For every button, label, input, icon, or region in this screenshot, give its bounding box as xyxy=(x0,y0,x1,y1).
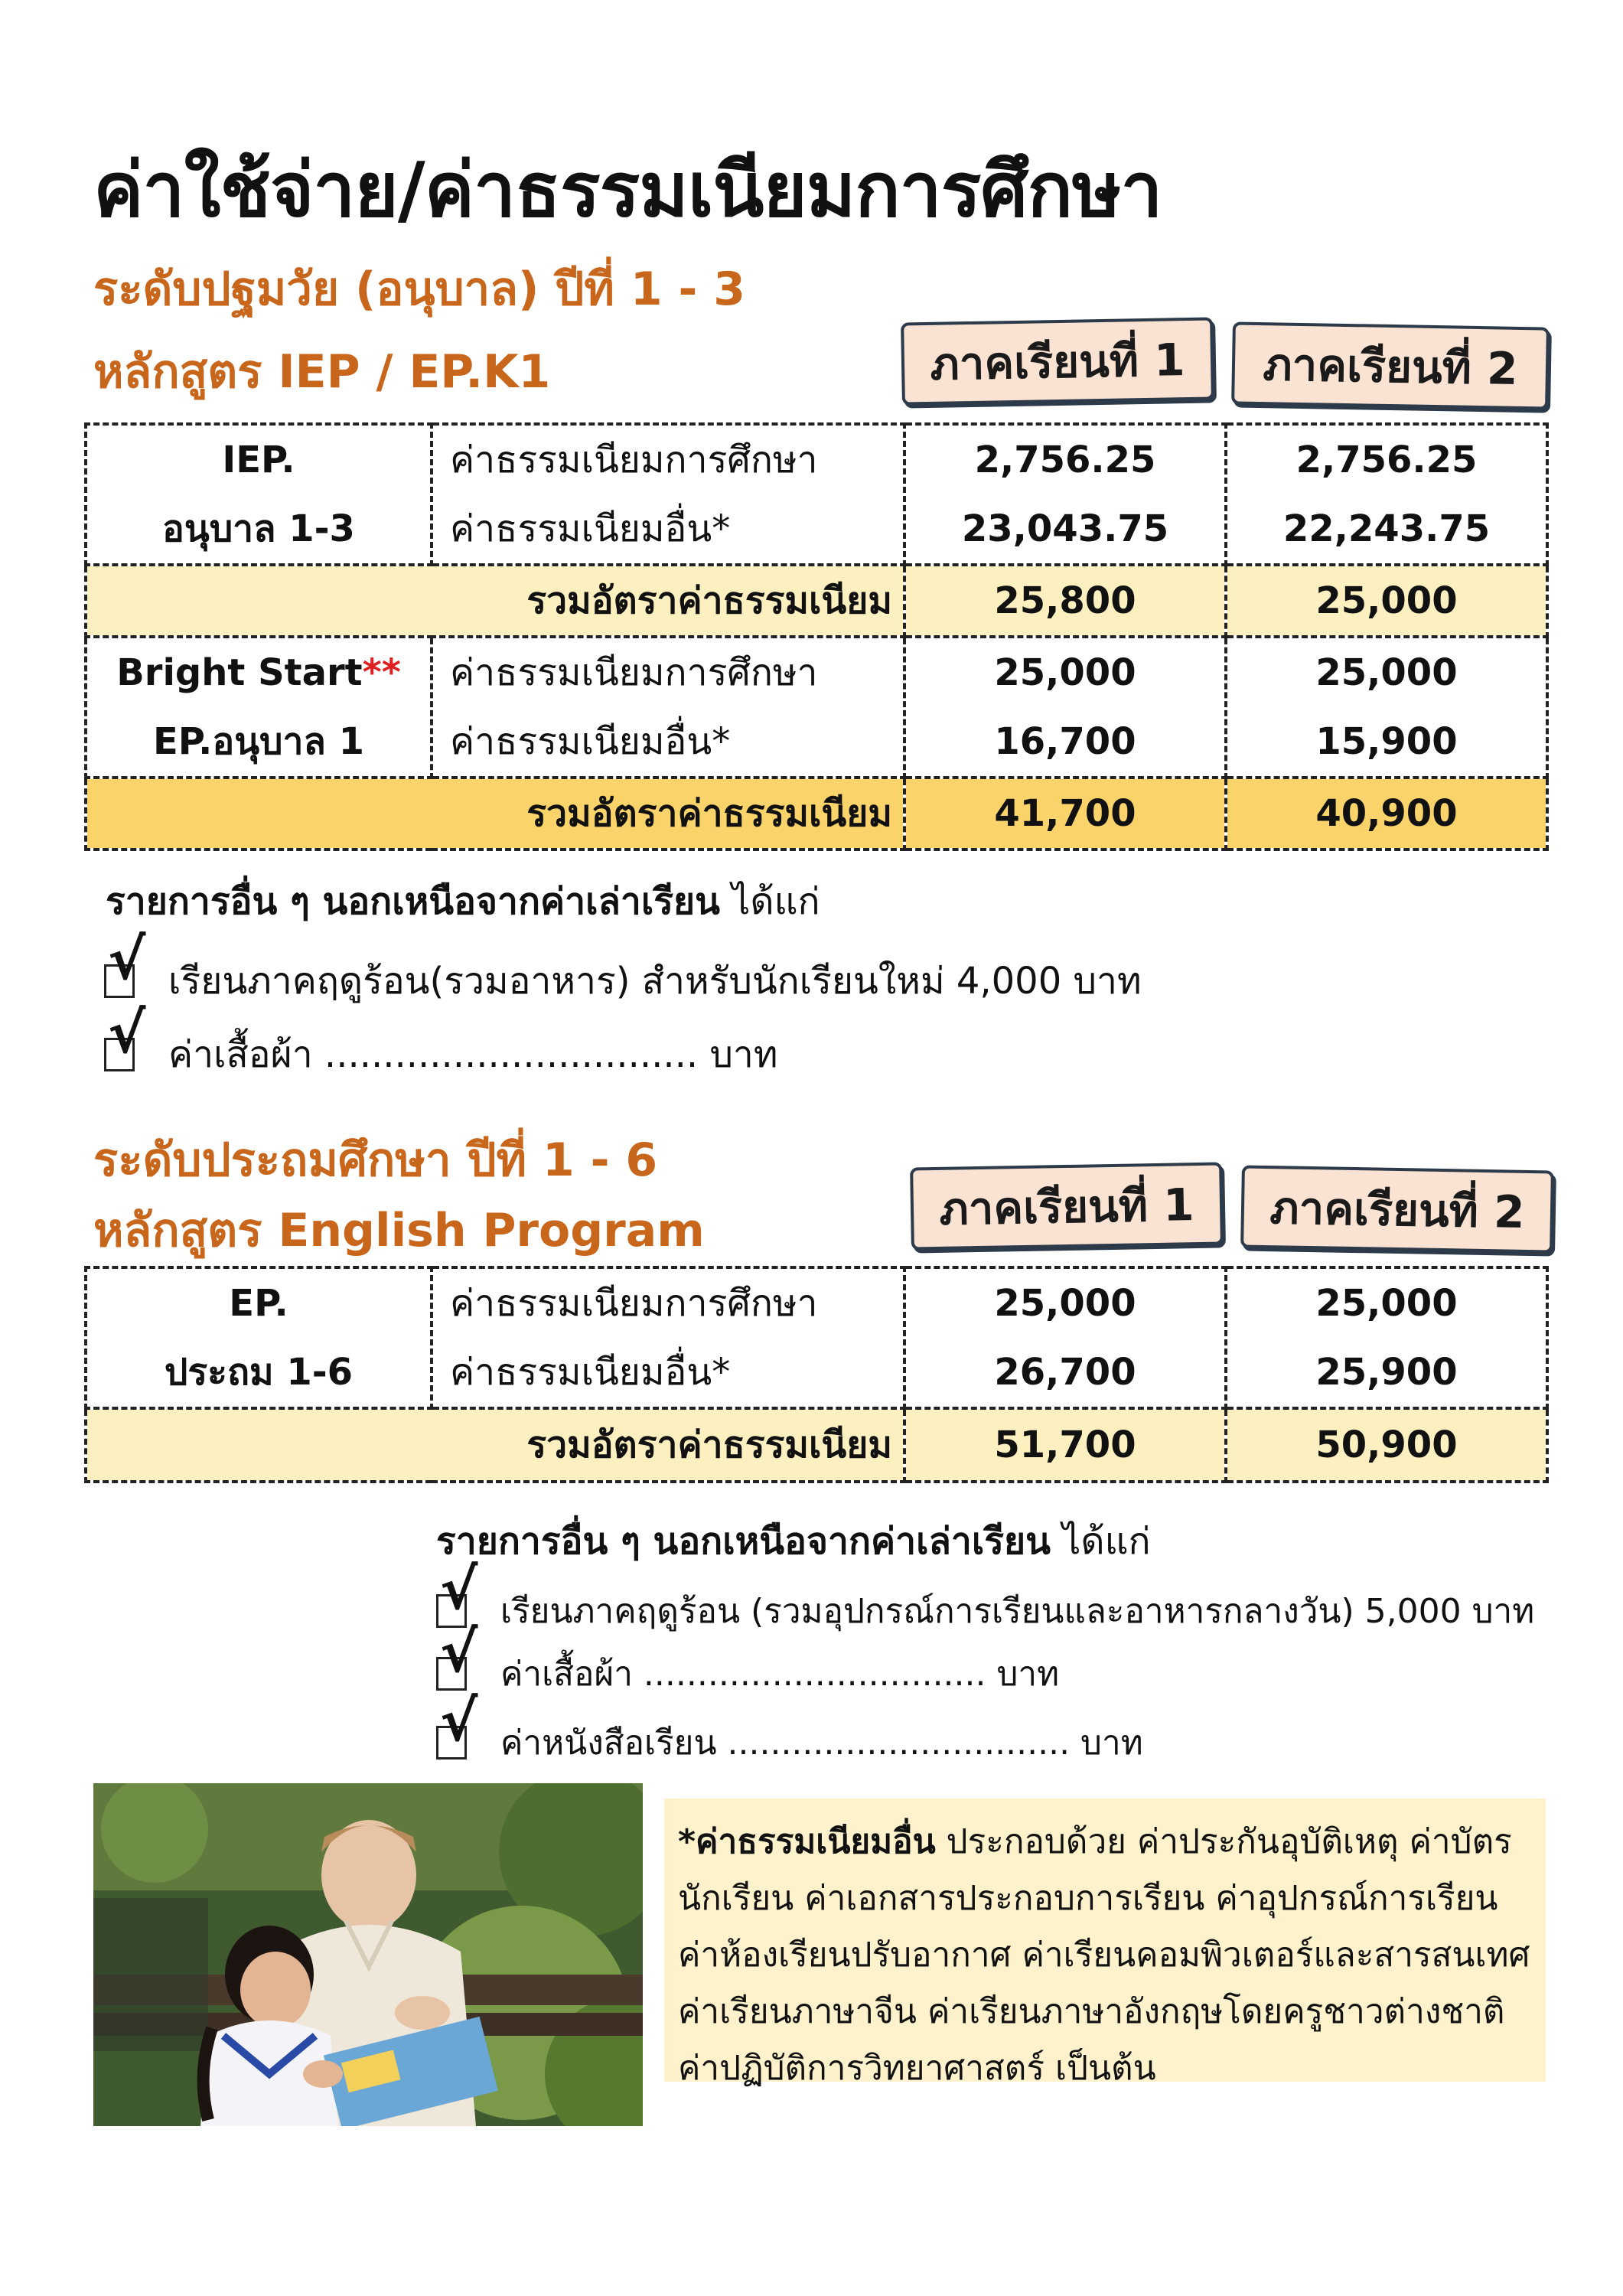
fee2-term2-value: 15,900 xyxy=(1315,720,1458,763)
table-row xyxy=(86,424,1547,565)
fee2-term1-value: 23,043.75 xyxy=(961,507,1169,550)
table-row-total xyxy=(86,1408,1547,1482)
total-label: รวมอัตราค่าธรรมเนียม xyxy=(86,1408,904,1482)
kindergarten-extra-item xyxy=(104,952,1142,1010)
total-term2-value: 25,000 xyxy=(1226,565,1547,637)
kindergarten-fee-table xyxy=(84,422,1549,851)
total-term2-value: 40,900 xyxy=(1226,778,1547,850)
extra-item-text: ค่าหนังสือเรียน ................................ บาท xyxy=(500,1724,1143,1763)
extra-item-text: เรียนภาคฤดูร้อน(รวมอาหาร) สำหรับนักเรียนใหม่ 4,000 บาท xyxy=(168,960,1142,1003)
fee1-label: ค่าธรรมเนียมการศึกษา xyxy=(450,651,818,694)
group-name-line2: ประถม 1-6 xyxy=(164,1351,354,1394)
other-fees-note xyxy=(664,1799,1546,2088)
extra-item-text: ค่าเสื้อผ้า ................................ บาท xyxy=(500,1655,1060,1694)
fee1-term1-value: 2,756.25 xyxy=(974,439,1156,481)
kindergarten-level-heading: ระดับปฐมวัย (อนุบาล) ปีที่ 1 - 3 xyxy=(93,263,746,316)
fee2-label: ค่าธรรมเนียมอื่น* xyxy=(450,1351,731,1394)
group-name-line1: IEP. xyxy=(222,439,295,481)
primary-extra-item xyxy=(436,1716,1143,1769)
term1-values-cell xyxy=(904,1267,1226,1408)
fee-label-cell xyxy=(432,1267,904,1408)
primary-program-heading: หลักสูตร English Program xyxy=(93,1204,705,1257)
kindergarten-term1-tag: ภาคเรียนที่ 1 xyxy=(901,317,1214,405)
note-text: ประกอบด้วย ค่าประกันอุบัติเหตุ ค่าบัตรนักเรียน ค่าเอกสารประกอบการเรียน ค่าอุปกรณ์การเรียน ค่าห้องเรียนปรับอากาศ ค่าเรียนคอมพิวเตอร์และสารสนเทศ ค่าเรียนภาษาจีน ค่าเรียนภาษาอังกฤษโดยครูชาวต่างชาติ ค่าปฏิบัติการวิทยาศาสตร์ เป็นต้น xyxy=(678,1822,1530,2088)
fee2-term1-value: 16,700 xyxy=(994,720,1136,763)
fee-label-cell xyxy=(432,424,904,565)
table-row-total xyxy=(86,778,1547,850)
fee1-label: ค่าธรรมเนียมการศึกษา xyxy=(450,1282,818,1325)
photo-illustration xyxy=(93,1783,643,2126)
page-title: ค่าใช้จ่าย/ค่าธรรมเนียมการศึกษา xyxy=(93,147,1162,234)
term2-values-cell xyxy=(1226,637,1547,778)
fee2-label: ค่าธรรมเนียมอื่น* xyxy=(450,720,731,763)
total-label: รวมอัตราค่าธรรมเนียม xyxy=(86,778,904,850)
term2-values-cell xyxy=(1226,424,1547,565)
teacher-student-photo xyxy=(93,1783,643,2126)
primary-level-heading: ระดับประถมศึกษา ปีที่ 1 - 6 xyxy=(93,1133,658,1187)
term2-values-cell xyxy=(1226,1267,1547,1408)
fee-label-cell xyxy=(432,637,904,778)
checkbox-checked-icon xyxy=(104,964,135,998)
fee2-term1-value: 26,700 xyxy=(994,1351,1136,1394)
primary-fee-table xyxy=(84,1266,1549,1483)
total-term1-value: 41,700 xyxy=(904,778,1226,850)
group-name-mark: ** xyxy=(362,651,401,694)
total-term2-value: 50,900 xyxy=(1226,1408,1547,1482)
group-name-line1-wrap xyxy=(93,638,424,707)
primary-extra-item xyxy=(436,1647,1059,1701)
checkbox-checked-icon xyxy=(436,1657,467,1691)
group-name-line1: Bright Start xyxy=(116,651,363,694)
primary-term1-tag: ภาคเรียนที่ 1 xyxy=(910,1162,1224,1250)
group-name-line2: EP.อนุบาล 1 xyxy=(153,720,364,763)
fee2-term2-value: 25,900 xyxy=(1315,1351,1458,1394)
group-name-line1: EP. xyxy=(229,1282,288,1325)
kindergarten-program-heading: หลักสูตร IEP / EP.K1 xyxy=(93,345,551,399)
total-term1-value: 25,800 xyxy=(904,565,1226,637)
fee1-label: ค่าธรรมเนียมการศึกษา xyxy=(450,439,818,481)
fee1-term2-value: 25,000 xyxy=(1315,1282,1458,1325)
checkbox-checked-icon xyxy=(104,1038,135,1071)
table-row-total xyxy=(86,565,1547,637)
extra-item-text: เรียนภาคฤดูร้อน (รวมอุปกรณ์การเรียนและอาหารกลางวัน) 5,000 บาท xyxy=(500,1592,1535,1631)
primary-term2-tag: ภาคเรียนที่ 2 xyxy=(1240,1165,1554,1253)
kindergarten-term2-tag: ภาคเรียนที่ 2 xyxy=(1231,321,1550,409)
fee1-term1-value: 25,000 xyxy=(994,1282,1136,1325)
kindergarten-extras-heading xyxy=(106,872,820,931)
primary-extra-item xyxy=(436,1584,1534,1638)
extra-item-text: ค่าเสื้อผ้า ................................ บาท xyxy=(168,1033,778,1076)
fee2-label: ค่าธรรมเนียมอื่น* xyxy=(450,507,731,550)
kindergarten-extra-item xyxy=(104,1026,778,1084)
primary-extras-heading xyxy=(436,1512,1151,1570)
group-name-cell xyxy=(86,637,432,778)
table-row xyxy=(86,1267,1547,1408)
group-name-cell xyxy=(86,1267,432,1408)
extras-heading-bold: รายการอื่น ๆ นอกเหนือจากค่าเล่าเรียน xyxy=(106,880,720,923)
extras-heading-bold: รายการอื่น ๆ นอกเหนือจากค่าเล่าเรียน xyxy=(436,1520,1051,1563)
group-name-line2: อนุบาล 1-3 xyxy=(162,507,355,550)
fee1-term1-value: 25,000 xyxy=(994,651,1136,694)
extras-heading-rest: ได้แก่ xyxy=(720,880,820,923)
fee1-term2-value: 25,000 xyxy=(1315,651,1458,694)
term1-values-cell xyxy=(904,637,1226,778)
total-term1-value: 51,700 xyxy=(904,1408,1226,1482)
fee1-term2-value: 2,756.25 xyxy=(1295,439,1478,481)
term1-values-cell xyxy=(904,424,1226,565)
checkbox-checked-icon xyxy=(436,1726,467,1760)
extras-heading-rest: ได้แก่ xyxy=(1051,1520,1151,1563)
table-row xyxy=(86,637,1547,778)
note-bold-label: *ค่าธรรมเนียมอื่น xyxy=(678,1822,936,1861)
group-name-cell xyxy=(86,424,432,565)
total-label: รวมอัตราค่าธรรมเนียม xyxy=(86,565,904,637)
fee2-term2-value: 22,243.75 xyxy=(1282,507,1491,550)
